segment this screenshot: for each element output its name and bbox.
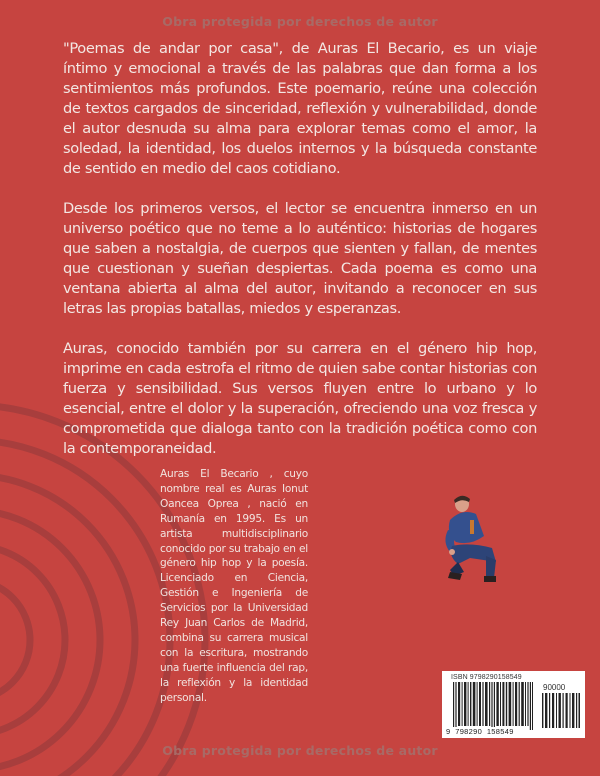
blurb-paragraph-3 (63, 339, 537, 459)
isbn-label: ISBN 9798290158549 (451, 674, 522, 681)
author-bio: Auras El Becario , cuyo nombre real es Auras Ionut Oancea Oprea , nació en Rumanía en 1995. Es un artista multidisciplinario conocido por su trabajo en el género hip hop y la poesía. Licenciado en Ciencia, Gestión e Ingeniería de Servicios por la Universidad Rey Juan Carlos de Madrid, combina su carrera musical con la escritura, mostrando una fuerte influencia del rap, la reflexión y la identidad personal. (160, 468, 308, 704)
blurb-text: "Poemas de andar por casa", de Auras El Becario, es un viaje íntimo y emocional a través de las palabras que dan forma a los sentimientos más profundos. Este poemario, reúne una colección de textos cargados de sinceridad, reflexión y vulnerabilidad, donde el autor desnuda su alma para explorar temas como el amor, la soledad, la identidad, los duelos internos y la búsqueda constante de sentido en medio del caos cotidiano. (63, 40, 537, 177)
price-code: 90000 (543, 683, 566, 692)
blurb-text: Desde los primeros versos, el lector se encuentra inmerso en un universo poético que no teme a lo auténtico: historias de hogares que saben a nostalgia, de cuerpos que sienten y fallan, de mentes que cuestionan y sueñan despiertas. Cada poema es como una ventana abierta al alma del autor, invitando a reconocer en sus letras las propias batallas, miedos y esperanzas. (63, 200, 537, 317)
blurb-paragraph-1 (63, 39, 537, 179)
barcode-bars-icon (453, 682, 533, 730)
isbn-digits: 9 798290 158549 (446, 727, 514, 736)
blurb-text: Auras, conocido también por su carrera en el género hip hop, imprime en cada estrofa el ritmo de quien sabe contar historias con fuerza y sensibilidad. Sus versos fluyen entre lo urbano y lo esencial, entre el dolor y la superación, ofreciendo una voz fresca y comprometida que dialoga tanto con la tradición poética como con la contemporaneidad. (63, 340, 537, 457)
copyright-watermark-bottom: Obra protegida por derechos de autor (162, 743, 438, 758)
addon-barcode-bars-icon (542, 693, 580, 728)
copyright-watermark-top: Obra protegida por derechos de autor (162, 14, 438, 29)
author-photo (440, 490, 515, 590)
isbn-barcode (442, 671, 585, 738)
blurb-paragraph-2 (63, 199, 537, 319)
